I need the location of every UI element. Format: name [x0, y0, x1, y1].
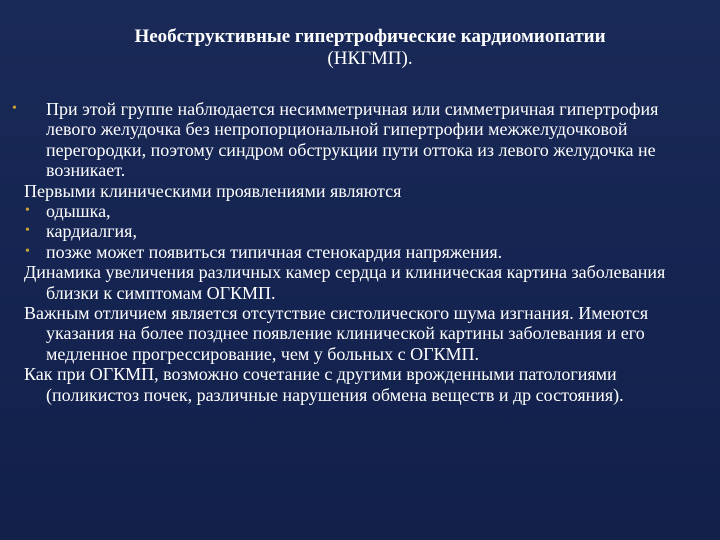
bullet-icon: •: [25, 223, 30, 239]
bullet-icon: •: [25, 243, 30, 259]
symptom-item-2: [24, 221, 708, 241]
bullet-icon: •: [12, 101, 17, 116]
paragraph-4: Как при ОГКМП, возможно сочетание с другими врожденными патологиями (поликистоз почек, различные нарушения обмена веществ и др состояния).: [24, 364, 624, 405]
intro-bullet-text: При этой группе наблюдается несимметричная или симметричная гипертрофия левого желудочка без непропорциональной гипертрофии межжелудочковой перегородки, поэтому синдром обструкции пути оттока из левого желудочка не возникает.: [46, 99, 659, 181]
symptom-item-3: [24, 242, 708, 262]
intro-bullet: [12, 99, 708, 181]
slide-title: [40, 26, 700, 70]
paragraph-3: Важным отличием является отсутствие систолического шума изгнания. Имеются указания на более позднее появление клинической картины заболевания и его медленное прогрессирование, чем у больных с ОГКМП.: [24, 303, 649, 364]
title-line-1: Необструктивные гипертрофические кардиомиопатии: [134, 26, 606, 47]
bullet-icon: •: [25, 203, 30, 219]
symptom-text-3: позже может появиться типичная стенокардия напряжения.: [46, 241, 503, 262]
title-line-2: (НКГМП).: [327, 48, 413, 69]
symptom-item-1: [24, 201, 708, 221]
symptom-text-1: одышка,: [46, 201, 111, 222]
slide-body: [12, 99, 708, 405]
paragraph-1: Первыми клиническими проявлениями являются: [24, 180, 402, 201]
paragraph-2: Динамика увеличения различных камер сердца и клиническая картина заболевания близки к симптомам ОГКМП.: [24, 262, 666, 303]
symptom-text-2: кардиалгия,: [46, 221, 137, 242]
